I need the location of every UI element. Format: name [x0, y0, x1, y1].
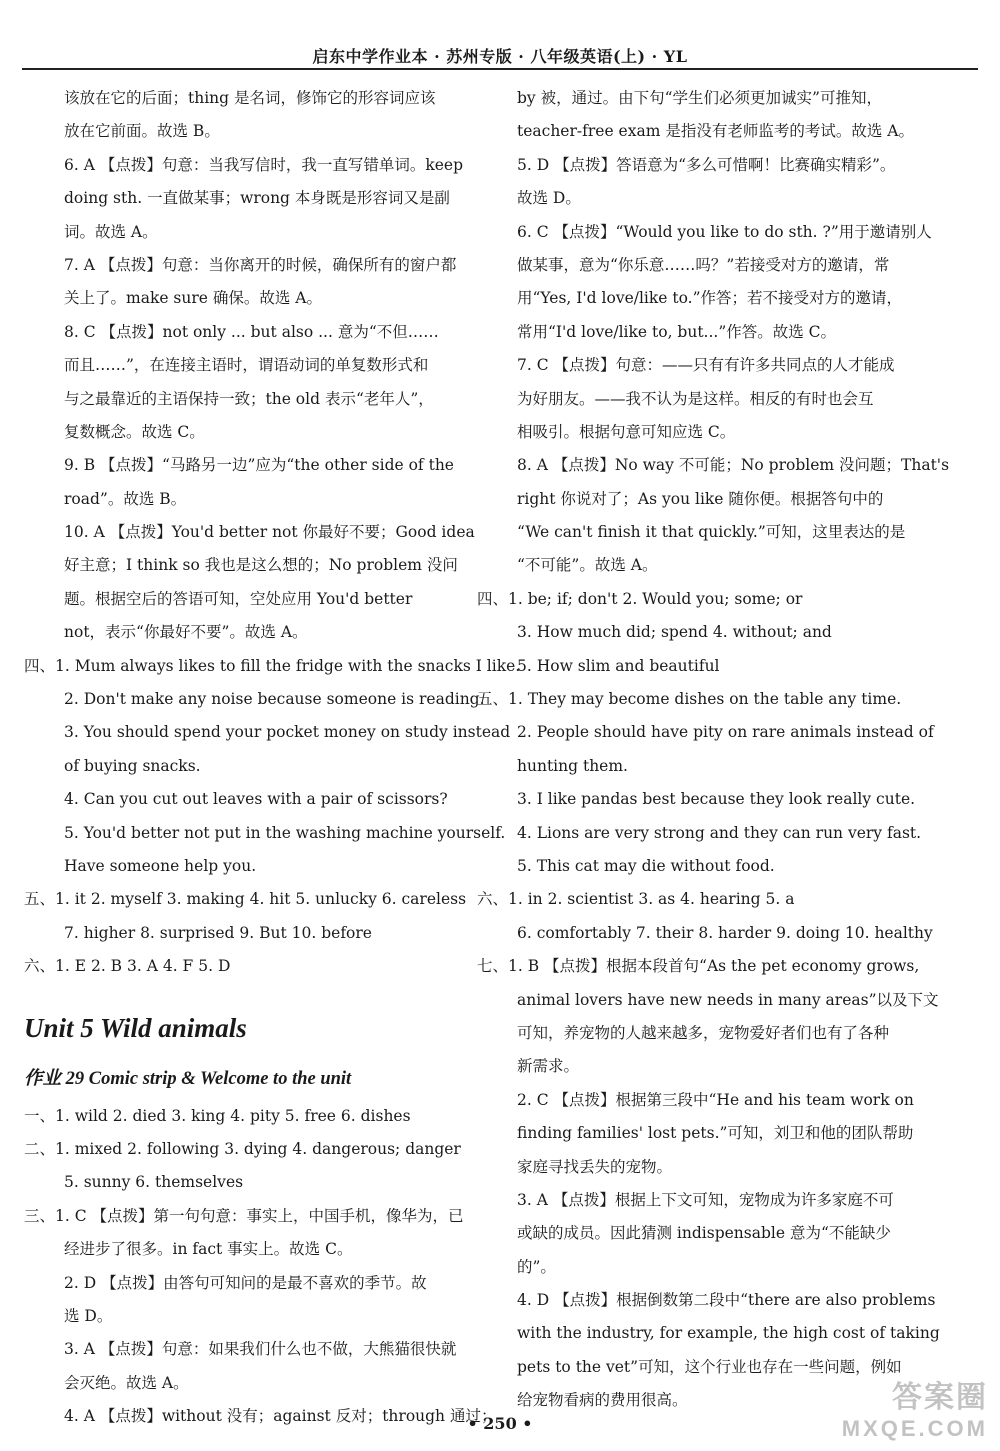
answer-line: “We can't finish it that quickly.”可知，这里表达的是 [517, 523, 906, 542]
answer-line: 5. This cat may die without food. [517, 856, 775, 875]
answer-line: 或缺的成员。因此猜测 indispensable 意为“不能缺少 [517, 1224, 891, 1243]
answer-line: 经进步了很多。in fact 事实上。故选 C。 [64, 1240, 353, 1259]
left-answers-part-1 [24, 82, 521, 984]
answer-line: with the industry, for example, the high cost of taking [517, 1324, 940, 1343]
answer-line: 题。根据空后的答语可知，空处应用 You'd better [64, 589, 413, 608]
answer-line: 的”。 [517, 1257, 556, 1276]
answer-line: “不可能”。故选 A。 [517, 556, 658, 575]
answer-line: 新需求。 [517, 1057, 580, 1076]
answer-line: animal lovers have new needs in many areas”以及下文 [517, 990, 939, 1009]
answer-line: 放在它前面。故选 B。 [64, 122, 220, 141]
answer-line: 用“Yes, I'd love/like to.”作答；若不接受对方的邀请， [517, 289, 903, 308]
answer-line: 5. You'd better not put in the washing machine yourself. [64, 823, 506, 842]
answer-line: 2. D 【点拨】由答句可知问的是最不喜欢的季节。故 [64, 1273, 427, 1292]
answer-line: 二、1. mixed 2. following 3. dying 4. dangerous; danger [24, 1139, 461, 1158]
left-answers-part-2 [24, 1100, 497, 1434]
unit-title: Unit 5 Wild animals [24, 1012, 247, 1043]
answer-line: Have someone help you. [64, 856, 257, 875]
answer-line: 9. B 【点拨】“马路另一边”应为“the other side of the [64, 456, 454, 475]
header-rule [22, 68, 978, 70]
watermark-logo [842, 1372, 988, 1442]
answer-line: right 你说对了；As you like 随你便。根据答句中的 [517, 489, 884, 508]
answer-line: 4. Lions are very strong and they can run very fast. [517, 823, 922, 842]
answer-line: 选 D。 [64, 1306, 113, 1325]
answer-line: 五、1. it 2. myself 3. making 4. hit 5. unlucky 6. careless [24, 890, 467, 909]
answer-line: 5. How slim and beautiful [517, 656, 720, 675]
answer-line: 而且……”，在连接主语时，谓语动词的单复数形式和 [64, 356, 429, 375]
answer-line: 六、1. in 2. scientist 3. as 4. hearing 5. a [477, 890, 795, 909]
answer-line: 好主意；I think so 我也是这么想的；No problem 没问 [64, 556, 458, 575]
answer-line: 2. People should have pity on rare animals instead of [517, 723, 934, 742]
answer-line: 3. How much did; spend 4. without; and [517, 623, 832, 642]
answer-line: 做某事，意为“你乐意……吗？”若接受对方的邀请，常 [517, 255, 890, 274]
answer-line: doing sth. 一直做某事；wrong 本身既是形容词又是副 [64, 189, 450, 208]
answer-line: not，表示“你最好不要”。故选 A。 [64, 623, 308, 642]
answer-line: 5. D 【点拨】答语意为“多么可惜啊！比赛确实精彩”。 [517, 155, 896, 174]
answer-line: 5. sunny 6. themselves [64, 1173, 244, 1192]
answer-line: 2. C 【点拨】根据第三段中“He and his team work on [517, 1090, 914, 1109]
answer-line: 七、1. B 【点拨】根据本段首句“As the pet economy grows, [477, 957, 920, 976]
answer-line: 四、1. be; if; don't 2. Would you; some; or [477, 589, 803, 608]
answer-line: 相吸引。根据句意可知应选 C。 [517, 422, 736, 441]
answer-line: 词。故选 A。 [64, 222, 158, 241]
answer-line: 给宠物看病的费用很高。 [517, 1391, 688, 1410]
answer-line: 3. I like pandas best because they look really cute. [517, 790, 916, 809]
answer-line: 4. A 【点拨】without 没有；against 反对；through 通过； [64, 1407, 497, 1426]
answer-line: 7. C 【点拨】句意：——只有有许多共同点的人才能成 [517, 356, 895, 375]
answer-line: 关上了。make sure 确保。故选 A。 [64, 289, 322, 308]
answer-line: 故选 D。 [517, 189, 581, 208]
answer-line: road”。故选 B。 [64, 489, 187, 508]
page-header: 启东中学作业本 · 苏州专版 · 八年级英语(上) · YL [312, 47, 688, 66]
answer-line: 6. comfortably 7. their 8. harder 9. doing 10. healthy [517, 923, 933, 942]
answer-line: 家庭寻找丢失的宠物。 [517, 1157, 673, 1176]
answer-line: 四、1. Mum always likes to fill the fridge with the snacks I like. [24, 656, 521, 675]
answer-line: 2. Don't make any noise because someone is reading. [64, 690, 485, 709]
watermark-url: MXQE.COM [841, 1416, 988, 1441]
answer-line: 10. A 【点拨】You'd better not 你最好不要；Good idea [64, 523, 475, 542]
answer-line: 会灭绝。故选 A。 [64, 1373, 189, 1392]
answer-line: 3. A 【点拨】句意：如果我们什么也不做，大熊猫很快就 [64, 1340, 457, 1359]
answer-line: 复数概念。故选 C。 [64, 422, 205, 441]
answer-line: 可知，养宠物的人越来越多，宠物爱好者们也有了各种 [517, 1023, 890, 1042]
answer-line: 3. You should spend your pocket money on study instead [64, 723, 511, 742]
homework-title: 作业 29 Comic strip & Welcome to the unit [24, 1068, 352, 1089]
answer-line: 3. A 【点拨】根据上下文可知，宠物成为许多家庭不可 [517, 1190, 894, 1209]
answer-line: 五、1. They may become dishes on the table any time. [477, 690, 902, 709]
answer-line: of buying snacks. [64, 756, 201, 775]
answer-line: 7. higher 8. surprised 9. But 10. before [64, 923, 372, 942]
answer-line: finding families' lost pets.”可知，刘卫和他的团队帮助 [517, 1124, 914, 1143]
answer-line: 与之最靠近的主语保持一致；the old 表示“老年人”， [64, 389, 434, 408]
watermark-text: 答案圈 [892, 1381, 988, 1414]
answer-line: 7. A 【点拨】句意：当你离开的时候，确保所有的窗户都 [64, 255, 457, 274]
answer-line: 8. C 【点拨】not only ... but also ... 意为“不但…… [64, 322, 439, 341]
answer-line: 六、1. E 2. B 3. A 4. F 5. D [24, 957, 231, 976]
answer-line: 4. D 【点拨】根据倒数第二段中“there are also problems [517, 1291, 936, 1310]
answer-line: 6. A 【点拨】句意：当我写信时，我一直写错单词。keep [64, 155, 463, 174]
answer-line: by 被，通过。由下句“学生们必须更加诚实”可推知， [517, 89, 882, 107]
answer-line: 三、1. C 【点拨】第一句句意：事实上，中国手机，像华为，已 [24, 1206, 464, 1225]
answer-line: 4. Can you cut out leaves with a pair of scissors? [64, 790, 448, 809]
answer-line: teacher-free exam 是指没有老师监考的考试。故选 A。 [517, 122, 914, 141]
answer-line: 8. A 【点拨】No way 不可能；No problem 没问题；That's [517, 456, 950, 475]
answer-line: pets to the vet”可知，这个行业也存在一些问题，例如 [517, 1357, 902, 1376]
page-number: • 250 • [467, 1414, 533, 1433]
answer-line: 6. C 【点拨】“Would you like to do sth. ?”用于邀请别人 [517, 222, 932, 241]
answer-line: 一、1. wild 2. died 3. king 4. pity 5. free 6. dishes [24, 1106, 411, 1125]
answer-line: 常用“I'd love/like to, but...”作答。故选 C。 [517, 322, 837, 341]
answer-line: 该放在它的后面；thing 是名词，修饰它的形容词应该 [64, 89, 436, 107]
answer-line: hunting them. [517, 756, 628, 775]
answer-line: 为好朋友。——我不认为是这样。相反的有时也会互 [517, 389, 874, 408]
